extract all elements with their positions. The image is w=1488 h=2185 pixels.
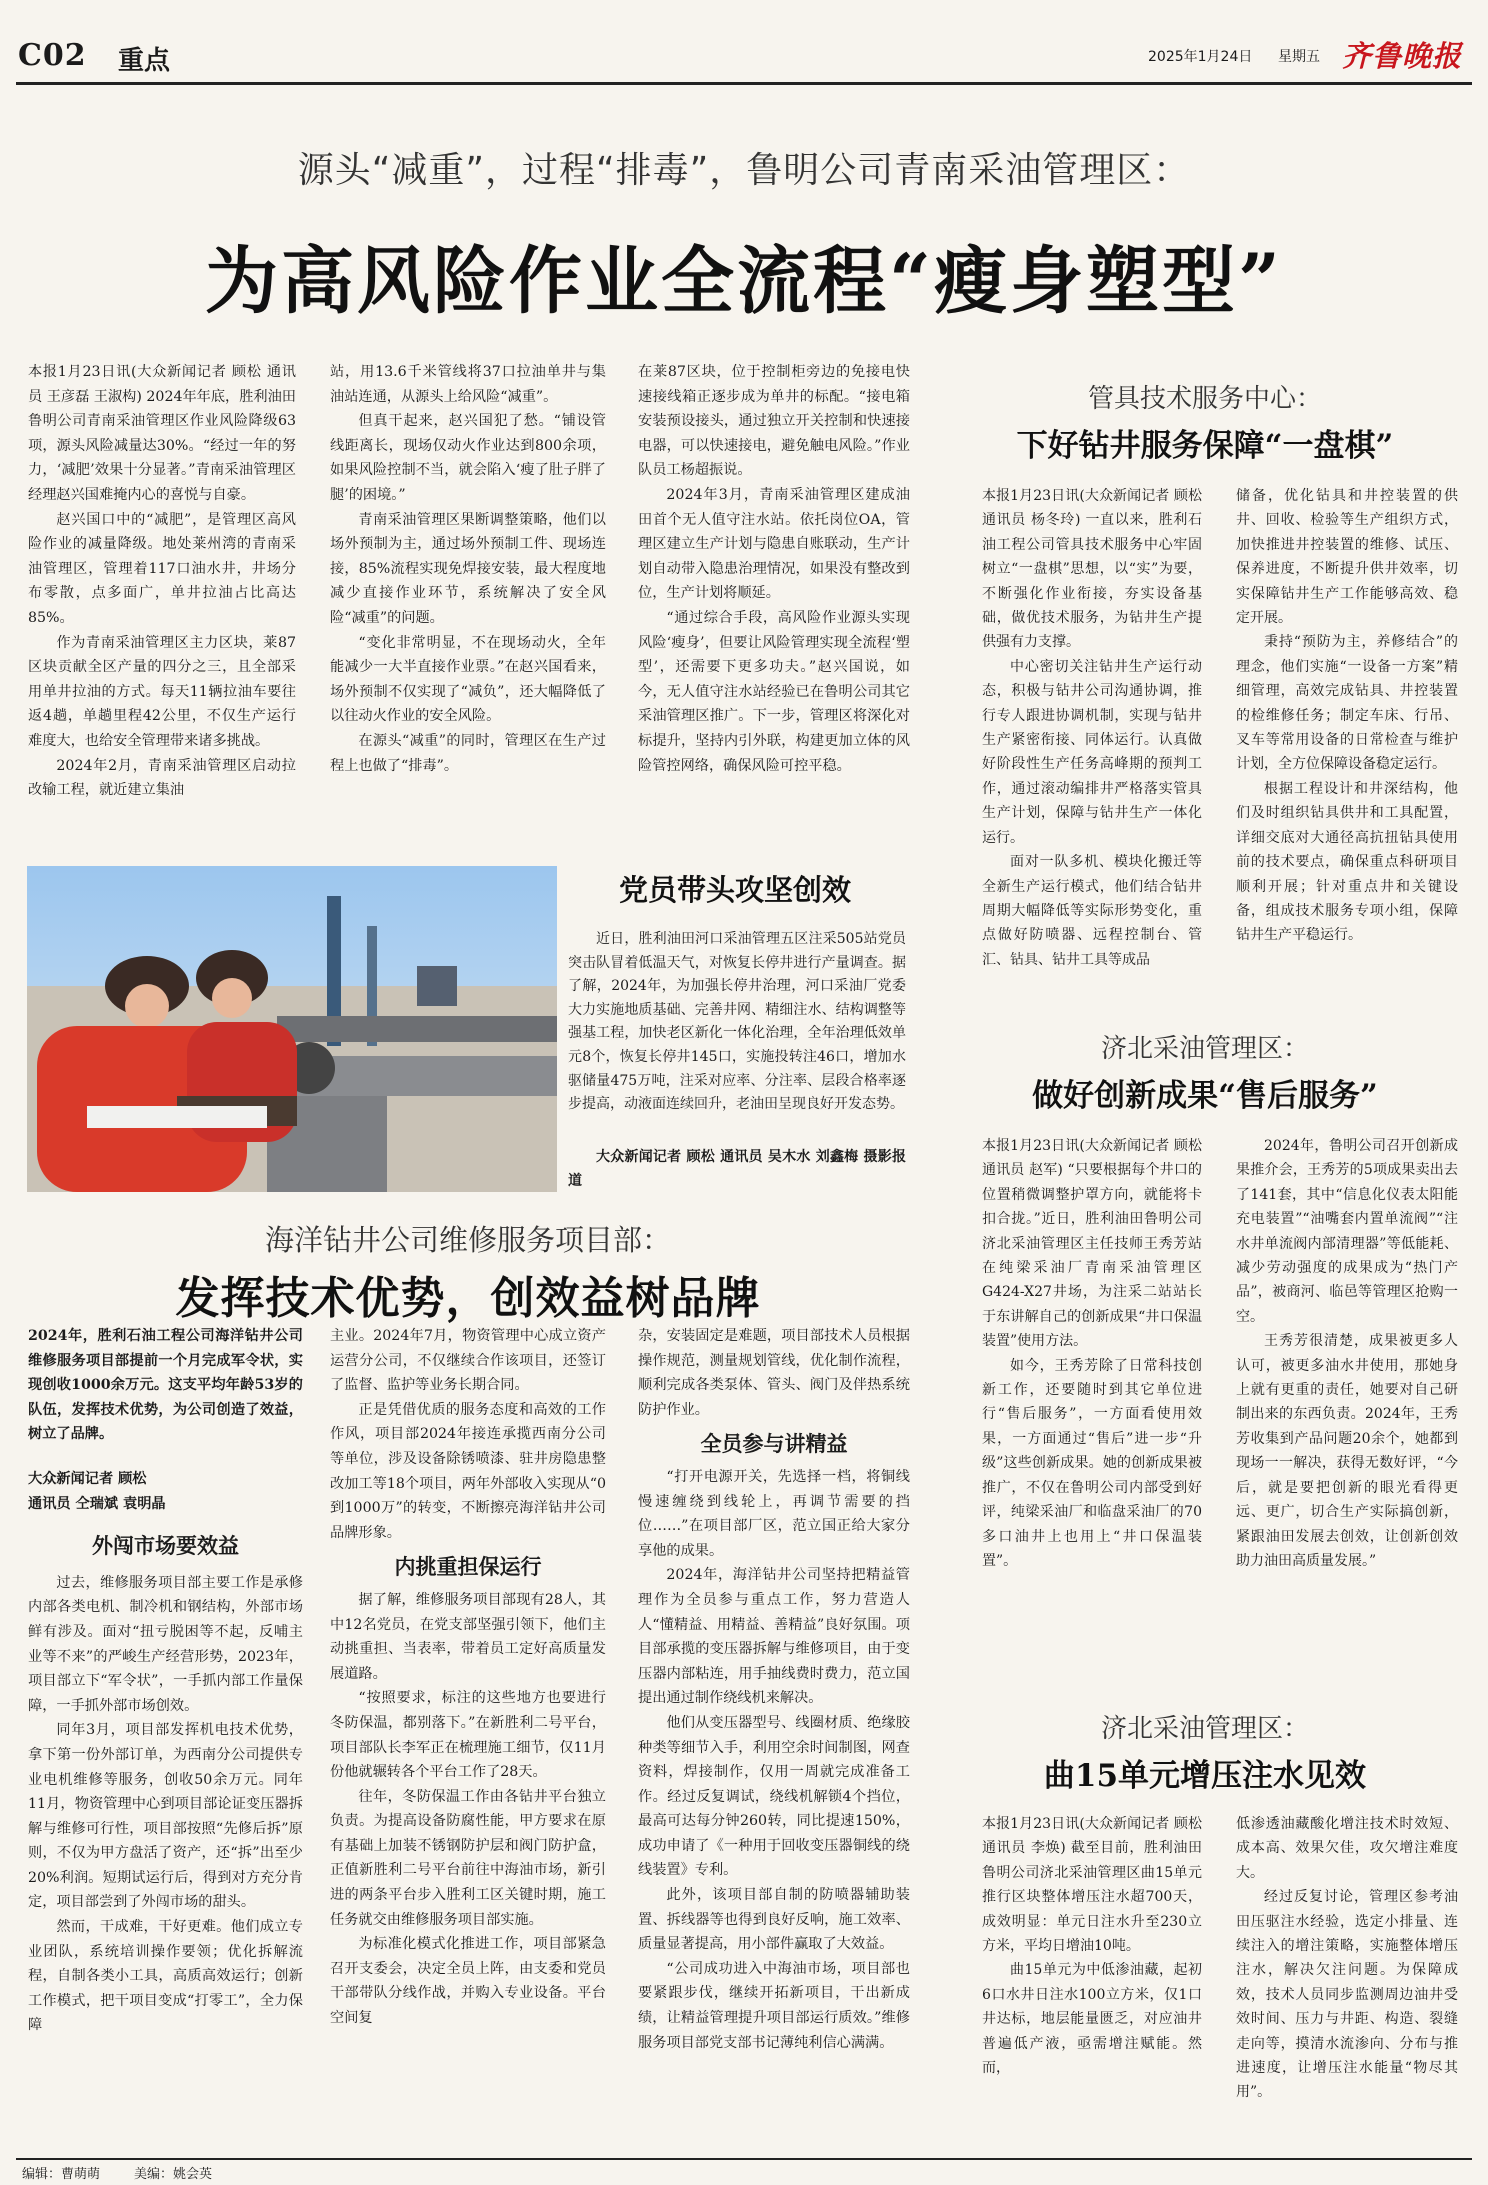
maint-section-heading: 内挑重担保运行 (394, 1554, 542, 1580)
maint-byline: 大众新闻记者 顾松 (28, 1470, 147, 1487)
maint-title: 发挥技术优势，创效益树品牌 (175, 1273, 761, 1324)
maint-col-3 (638, 1324, 910, 2156)
lead-paragraph: 在莱87区块，位于控制柜旁边的免接电快速接线箱正逐步成为单井的标配。“接电箱安装预设接头，通过独立开关控制和快速接电器，可以快速接电，避免触电风险。”作业队员工杨超振说。 (638, 364, 910, 479)
jibei1-col-1 (982, 1134, 1202, 1694)
lead-paragraph: 青南采油管理区果断调整策略，他们以场外预制为主，通过场外预制工件、现场连接，85%流程实现免焊接安装，最大程度地减少直接作业环节，系统解决了安全风险“减重”的问题。 (330, 511, 606, 626)
maint-paragraph: 据了解，维修服务项目部现有28人，其中12名党员，在党支部坚强引领下，他们主动挑重担、当表率，带着员工定好高质量发展道路。 (330, 1591, 606, 1682)
tube-paragraph: 本报1月23日讯(大众新闻记者 顾松 通讯员 杨冬玲) 一直以来，胜利石油工程公司管具技术服务中心牢固树立“一盘棋”思想，以“实”为要，不断强化作业衔接，夯实设备基础，做优技术服务，为钻井生产提供强有力支撑。 (982, 488, 1202, 651)
maint-paragraph: 2024年，海洋钻井公司坚持把精益管理作为全员参与重点工作，努力营造人人“懂精益、用精益、善精益”良好氛围。项目部承揽的变压器拆解与维修项目，由于变压器内部粘连，用手抽线费时费力，范立国提出通过制作绕线机来解决。 (638, 1567, 910, 1707)
photo-credit-text: 大众新闻记者 顾松 通讯员 吴木水 刘鑫梅 摄影报道 (568, 1149, 906, 1189)
jibei1-col-2 (1236, 1134, 1458, 1694)
jibei2-paragraph: 曲15单元为中低渗油藏，起初6口水井日注水100立方米，仅1口井达标，地层能量匮乏，对应油井普遍低产液，亟需增注赋能。然而， (982, 1962, 1202, 2077)
maint-col-2 (330, 1324, 606, 2156)
lead-paragraph: 2024年2月，青南采油管理区启动拉改输工程，就近建立集油 (28, 757, 296, 799)
photo-illustration (27, 866, 557, 1192)
maint-paragraph: 为标准化模式化推进工作，项目部紧急召开支委会，决定全员上阵，由支委和党员干部带队分线作战，并购入专业设备。平台空间复 (330, 1936, 606, 2027)
header-rule (16, 82, 1472, 85)
maint-paragraph: “公司成功进入中海油市场，项目部也要紧跟步伐，继续开拓新项目，干出新成绩，让精益管理提升项目部运行质效。”维修服务项目部党支部书记薄纯利信心满满。 (638, 1960, 910, 2051)
maint-byline: 通讯员 仝瑞斌 袁明晶 (28, 1495, 166, 1512)
jibei1-paragraph: 2024年，鲁明公司召开创新成果推介会，王秀芳的5项成果卖出去了141套，其中“信息化仪表太阳能充电装置”“油嘴套内置单流阀”“注水井单流阀内部清理器”等低能耗、减少劳动强度的成果成为“热门产品”，被商河、临邑等管理区抢购一空。 (1236, 1138, 1458, 1325)
lead-subtitle: 源头“减重”，过程“排毒”，鲁明公司青南采油管理区： (297, 150, 1191, 191)
designer-credit: 美编：姚会英 (134, 2167, 213, 2182)
jibei2-col-1 (982, 1812, 1202, 2152)
tube-col-1 (982, 484, 1202, 1084)
lead-paragraph: “通过综合手段，高风险作业源头实现风险‘瘦身’，但要让风险管理实现全流程‘塑型’，还需要下更多功夫。”赵兴国说，如今，无人值守注水站经验已在鲁明公司其它采油管理区推广。下一步，管理区将深化对标提升，坚持内引外联，构建更加立体的风险管控网络，确保风险可控平稳。 (638, 609, 910, 774)
masthead-logo: 齐鲁晚报 (1342, 39, 1463, 73)
section-name: 重点 (118, 46, 171, 76)
tube-title: 下好钻井服务保障“一盘棋” (1016, 428, 1394, 464)
maint-summary: 2024年，胜利石油工程公司海洋钻井公司维修服务项目部提前一个月完成军令状，实现创收1000余万元。这支平均年龄53岁的队伍，发挥技术优势，为公司创造了效益，树立了品牌。 (28, 1328, 303, 1443)
news-photo-oilfield-workers (27, 866, 557, 1192)
maint-col-1 (28, 1324, 303, 2156)
lead-paragraph: 作为青南采油管理区主力区块，莱87区块贡献全区产量的四分之三，且全部采用单井拉油的方式。每天11辆拉油车要往返4趟，单趟里程42公里，不仅生产运行难度大，也给安全管理带来诸多挑战。 (28, 634, 296, 749)
maint-paragraph: 然而，干成难，干好更难。他们成立专业团队，系统培训操作要领；优化拆解流程，自制各类小工具，高质高效运行；创新工作模式，把干项目变成“打零工”，全力保障 (28, 1919, 303, 2034)
editor-credit: 编辑：曹萌萌 (22, 2167, 101, 2182)
page-code: C02 (18, 38, 87, 73)
lead-paragraph: 但真干起来，赵兴国犯了愁。“铺设管线距离长，现场仅动火作业达到800余项，如果风险控制不当，就会陷入‘瘦了肚子胖了腿’的困境。” (330, 413, 606, 503)
tube-paragraph: 储备，优化钻具和井控装置的供井、回收、检验等生产组织方式，加快推进井控装置的维修、试压、保养进度，不断提升供井效率，切实保障钻井生产工作能够高效、稳定开展。 (1236, 488, 1458, 627)
issue-weekday: 星期五 (1278, 49, 1320, 65)
photo-credit (568, 1146, 906, 1196)
lead-col-3 (638, 360, 910, 858)
footer-rule (16, 2158, 1472, 2160)
maint-paragraph: 主业。2024年7月，物资管理中心成立资产运营分公司，不仅继续合作该项目，还签订了监督、监护等业务长期合同。 (330, 1328, 606, 1394)
lead-paragraph: 2024年3月，青南采油管理区建成油田首个无人值守注水站。依托岗位OA，管理区建立生产计划与隐患自账联动，生产计划自动带入隐患治理情况，如果没有整改到位，生产计划将顺延。 (638, 486, 910, 602)
tube-paragraph: 中心密切关注钻井生产运行动态，积极与钻井公司沟通协调，推行专人跟进协调机制，实现与钻井生产紧密衔接、同体运行。认真做好阶段性生产任务高峰期的预判工作，通过滚动编排井严格落实管具生产计划，保障与钻井生产一体化运行。 (982, 658, 1202, 846)
tube-paragraph: 秉持“预防为主，养修结合”的理念，他们实施“一设备一方案”精细管理，高效完成钻具、井控装置的检维修任务；制定车床、行吊、叉车等常用设备的日常检查与维护计划，全方位保障设备稳定运行。 (1236, 634, 1458, 773)
lead-col-2 (330, 360, 606, 858)
jibei2-paragraph: 低渗透油藏酸化增注技术时效短、成本高、效果欠佳，攻欠增注难度大。 (1236, 1816, 1458, 1881)
photo-story-title: 党员带头攻坚创效 (618, 873, 851, 907)
maint-paragraph: 正是凭借优质的服务态度和高效的工作作风，项目部2024年接连承揽西南分公司等单位，涉及设备除锈喷漆、驻井房隐患整改加工等18个项目，两年外部收入实现从“0到1000万”的转变，不断擦亮海洋钻井公司品牌形象。 (330, 1401, 606, 1541)
jibei1-subtitle: 济北采油管理区： (1100, 1034, 1309, 1064)
jibei1-paragraph: 如今，王秀芳除了日常科技创新工作，还要随时到其它单位进行“售后服务”，一方面看使用效果，一方面通过“售后”进一步“升级”这些创新成果。她的创新成果被推广，不仅在鲁明公司内部受到好评，纯梁采油厂和临盘采油厂的70多口油井上也用上“井口保温装置”。 (982, 1357, 1202, 1569)
jibei2-col-2 (1236, 1812, 1458, 2152)
maint-subtitle: 海洋钻井公司维修服务项目部： (264, 1223, 671, 1257)
jibei2-paragraph: 本报1月23日讯(大众新闻记者 顾松 通讯员 李焕) 截至目前，胜利油田鲁明公司济北采油管理区曲15单元推行区块整体增压注水超700天，成效明显：单元日注水升至230立方米，平均日增油10吨。 (982, 1816, 1202, 1955)
issue-date: 2025年1月24日 (1148, 49, 1253, 65)
maint-paragraph: 往年，冬防保温工作由各钻井平台独立负责。为提高设备防腐性能，甲方要求在原有基础上加装不锈钢防护层和阀门防护盒，正值新胜利二号平台前往中海油市场，新引进的两条平台步入胜利工区关键时期，施工任务就交由维修服务项目部实施。 (330, 1788, 606, 1928)
jibei1-title: 做好创新成果“售后服务” (1032, 1078, 1378, 1114)
lead-title: 为高风险作业全流程“瘦身塑型” (205, 238, 1283, 324)
lead-paragraph: “变化非常明显，不在现场动火，全年能减少一大半直接作业票。”在赵兴国看来，场外预制不仅实现了“减负”，还大幅降低了以往动火作业的安全风险。 (330, 634, 606, 725)
tube-paragraph: 根据工程设计和井深结构，他们及时组织钻具供井和工具配置，详细交底对大通径高抗扭钻具使用前的技术要点，确保重点科研项目顺利开展；针对重点井和关键设备，组成技术服务专项小组，保障钻井生产平稳运行。 (1236, 780, 1458, 944)
jibei2-paragraph: 经过反复讨论，管理区参考油田压驱注水经验，选定小排量、连续注入的增注策略，实施整体增压注水，解决欠注问题。为保障成效，技术人员同步监测周边油井受效时间、压力与井距、构造、裂缝走向等，摸清水流渗向、分布与推进速度，让增压注水能量“物尽其用”。 (1236, 1889, 1458, 2101)
tube-subtitle: 管具技术服务中心： (1087, 384, 1322, 414)
maint-paragraph: 过去，维修服务项目部主要工作是承修内部各类电机、制冷机和钢结构，外部市场鲜有涉及。面对“扭亏脱困等不起，反哺主业等不来”的严峻生产经营形势，2023年，项目部立下“军令状”，一手抓内部工作量保障，一手抓外部市场创效。 (28, 1574, 303, 1714)
jibei1-paragraph: 本报1月23日讯(大众新闻记者 顾松 通讯员 赵军) “只要根据每个井口的位置稍微调整护罩方向，就能将卡扣合拢。”近日，胜利油田鲁明公司济北采油管理区主任技师王秀芳站在纯梁采油厂青南采油管理区G424-X27井场，为注采二站站长于东讲解自己的创新成果“井口保温装置”使用方法。 (982, 1138, 1202, 1350)
maint-paragraph: 杂，安装固定是难题，项目部技术人员根据操作规范，测量规划管线，优化制作流程，顺利完成各类泵体、管头、阀门及伴热系统防护作业。 (638, 1328, 910, 1418)
jibei2-title: 曲15单元增压注水见效 (1043, 1758, 1367, 1794)
photo-caption-text: 近日，胜利油田河口采油管理五区注采505站党员突击队冒着低温天气，对恢复长停井进行产量调查。据了解，2024年，为加强长停井治理，河口采油厂党委大力实施地质基础、完善井网、精细注水、结构调整等强基工程，加快老区新化一体化治理，全年治理低效单元8个，恢复长停井145口，实施投转注46口，增加水驱储量475万吨，注采对应率、分注率、层段合格率逐步提高，动液面连续回升，老油田呈现良好开发态势。 (568, 931, 906, 1113)
maint-section-heading: 全员参与讲精益 (700, 1431, 848, 1457)
jibei1-paragraph: 王秀芳很清楚，成果被更多人认可，被更多油水井使用，那她身上就有更重的责任，她要对自己研制出来的东西负责。2024年，王秀芳收集到产品问题20余个，她都到现场一一解决，获得无数好评，“今后，就是要把创新的眼光看得更远、更广，切合生产实际搞创新，紧跟油田发展去创效，让创新创效助力油田高质量发展。” (1236, 1333, 1458, 1569)
maint-paragraph: “打开电源开关，先选择一档，将铜线慢速缠绕到线轮上，再调节需要的挡位……”在项目部厂区，范立国正给大家分享他的成果。 (638, 1468, 910, 1559)
maint-paragraph: 此外，该项目部自制的防喷器辅助装置、拆线器等也得到良好反响，施工效率、质量显著提高，用小部件赢取了大效益。 (638, 1887, 910, 1953)
photo-story-body (568, 928, 906, 1144)
lead-paragraph: 在源头“减重”的同时，管理区在生产过程上也做了“排毒”。 (330, 732, 606, 774)
tube-col-2 (1236, 484, 1458, 1084)
lead-paragraph: 站，用13.6千米管线将37口拉油单井与集油站连通，从源头上给风险“减重”。 (330, 364, 606, 405)
maint-paragraph: 他们从变压器型号、线圈材质、绝缘胶种类等细节入手，利用空余时间制图，网查资料，焊接制作，仅用一周就完成准备工作。经过反复调试，绕线机解锁4个挡位，最高可达每分钟260转，同比提速150%，成功申请了《一种用于回收变压器铜线的绕线装置》专利。 (638, 1714, 910, 1879)
maint-paragraph: “按照要求，标注的这些地方也要进行冬防保温，都别落下。”在新胜利二号平台，项目部队长李军正在梳理施工细节，仅11月份他就辗转各个平台工作了28天。 (330, 1690, 606, 1781)
lead-col-1 (28, 360, 296, 858)
lead-paragraph: 本报1月23日讯(大众新闻记者 顾松 通讯员 王彦磊 王淑构) 2024年年底，胜利油田鲁明公司青南采油管理区作业风险降级63项，源头风险减量达30%。“经过一年的努力，‘减肥’效果十分显著。”青南采油管理区经理赵兴国难掩内心的喜悦与自豪。 (28, 364, 296, 503)
lead-paragraph: 赵兴国口中的“减肥”，是管理区高风险作业的减量降级。地处莱州湾的青南采油管理区，管理着117口油水井，井场分布零散，点多面广，单井拉油占比高达85%。 (28, 511, 296, 626)
maint-section-heading: 外闯市场要效益 (92, 1533, 239, 1559)
jibei2-subtitle: 济北采油管理区： (1100, 1714, 1309, 1744)
maint-paragraph: 同年3月，项目部发挥机电技术优势，拿下第一份外部订单，为西南分公司提供专业电机维修等服务，创收50余万元。同年11月，物资管理中心到项目部论证变压器拆解与维修可行性，项目部按照“先修后拆”原则，不仅为甲方盘活了资产，还“拆”出至少20%利润。短期试运行后，得到对方充分肯定，项目部尝到了外闯市场的甜头。 (28, 1722, 303, 1911)
tube-paragraph: 面对一队多机、模块化搬迁等全新生产运行模式，他们结合钻井周期大幅降低等实际形势变化，重点做好防喷器、远程控制台、管汇、钻具、钻井工具等成品 (982, 854, 1202, 968)
